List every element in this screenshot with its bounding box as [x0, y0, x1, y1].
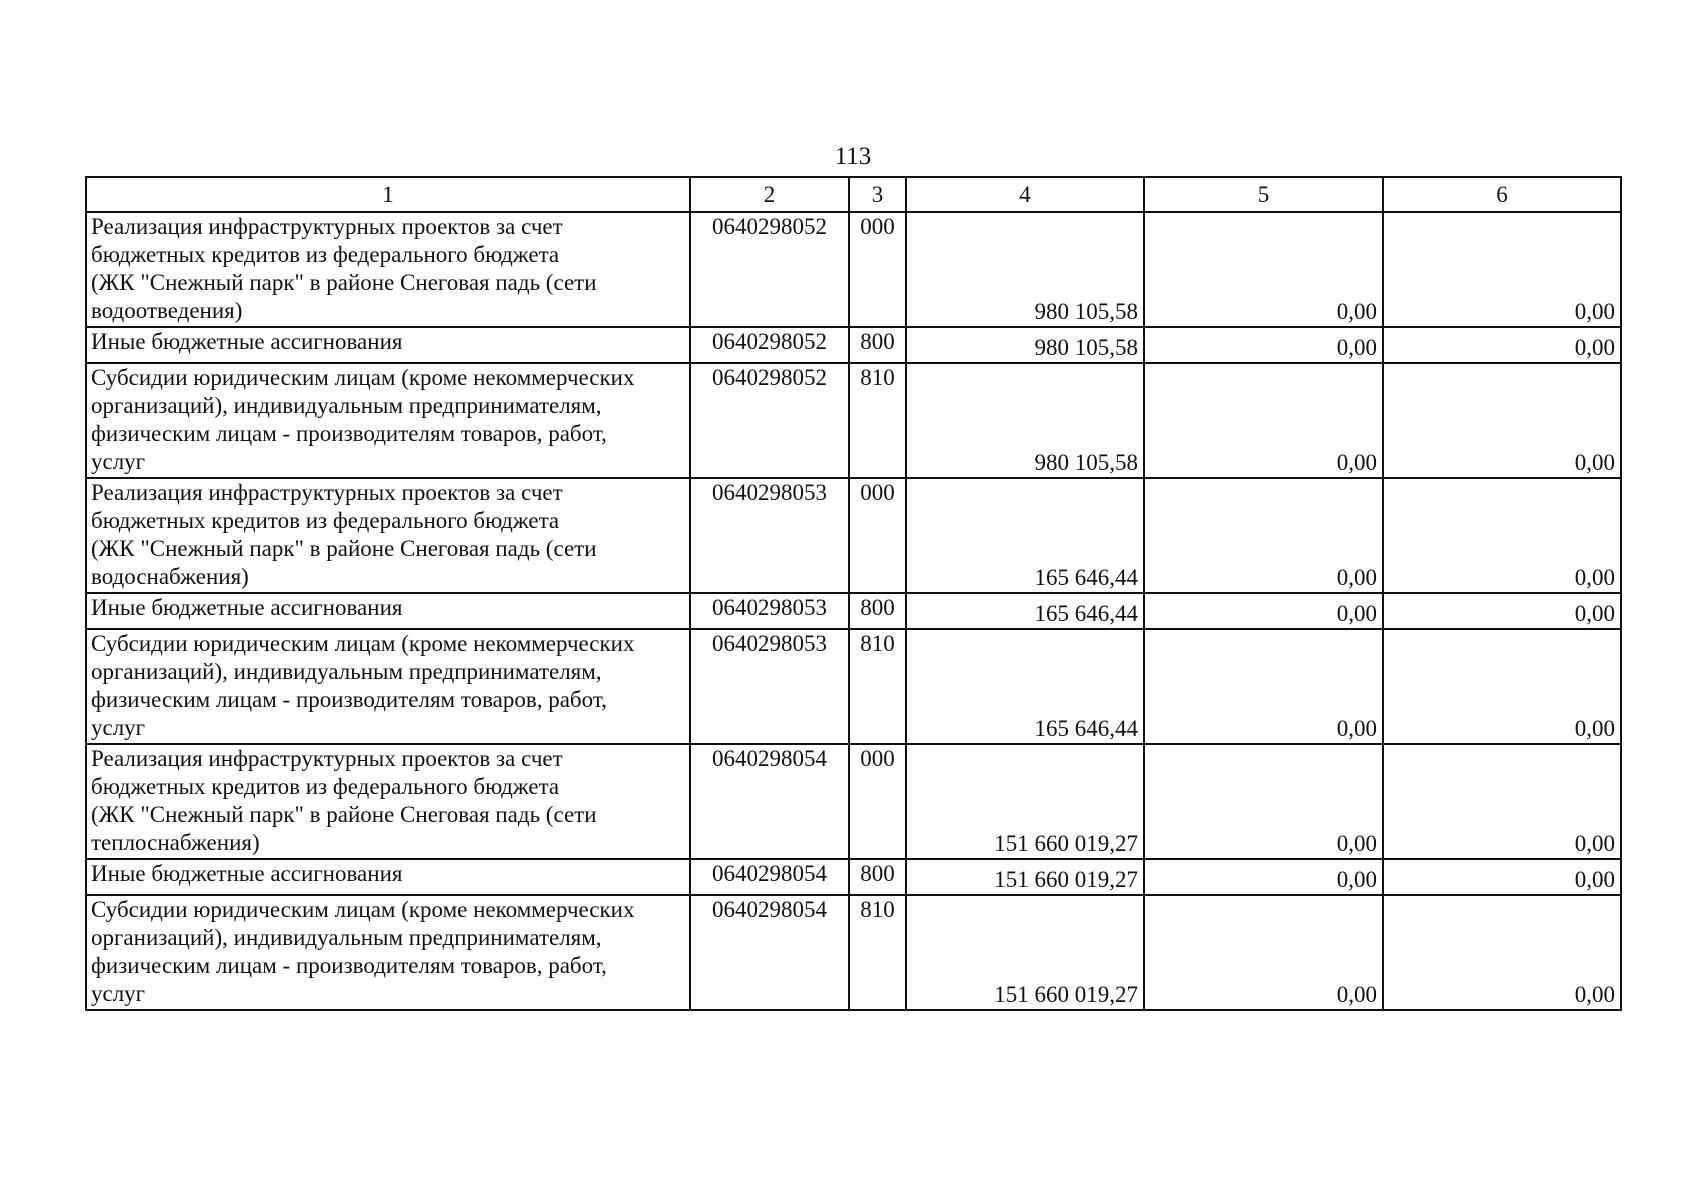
- table-row: [86, 212, 1621, 327]
- expense-type-code: 000: [849, 744, 906, 859]
- row-name-cell: [86, 859, 690, 895]
- row-name-line: водоснабжения): [91, 564, 249, 589]
- target-article-code: 0640298052: [690, 327, 849, 363]
- row-name-line: Реализация инфраструктурных проектов за счет: [91, 480, 563, 505]
- expense-type-code: 000: [849, 478, 906, 593]
- row-name-line: организаций), индивидуальным предпринимателям,: [91, 393, 602, 418]
- amount-column-4: 165 646,44: [906, 478, 1144, 593]
- row-name-line: Иные бюджетные ассигнования: [91, 861, 403, 886]
- row-name-cell: [86, 629, 690, 744]
- amount-column-5: 0,00: [1144, 478, 1383, 593]
- target-article-code: 0640298053: [690, 593, 849, 629]
- amount-column-6: 0,00: [1383, 744, 1621, 859]
- amount-column-6: 0,00: [1383, 895, 1621, 1010]
- target-article-code: 0640298054: [690, 859, 849, 895]
- table-row: [86, 859, 1621, 895]
- amount-column-5: 0,00: [1144, 593, 1383, 629]
- target-article-code: 0640298053: [690, 478, 849, 593]
- expense-type-code: 800: [849, 859, 906, 895]
- target-article-code: 0640298054: [690, 895, 849, 1010]
- table-row: [86, 478, 1621, 593]
- amount-column-4: 165 646,44: [906, 593, 1144, 629]
- row-name-line: бюджетных кредитов из федерального бюджета: [91, 242, 560, 267]
- expense-type-code: 000: [849, 212, 906, 327]
- row-name-cell: [86, 327, 690, 363]
- row-name-cell: [86, 744, 690, 859]
- table-row: [86, 895, 1621, 1010]
- amount-column-6: 0,00: [1383, 327, 1621, 363]
- amount-column-6: 0,00: [1383, 363, 1621, 478]
- row-name-line: физическим лицам - производителям товаров, работ,: [91, 421, 607, 446]
- row-name-line: (ЖК "Снежный парк" в районе Снеговая падь (сети: [91, 536, 597, 561]
- column-number-row: [86, 177, 1621, 212]
- row-name-cell: [86, 363, 690, 478]
- table-row: [86, 327, 1621, 363]
- page-number: 113: [834, 143, 872, 170]
- target-article-code: 0640298052: [690, 212, 849, 327]
- row-name-line: услуг: [91, 715, 146, 740]
- amount-column-6: 0,00: [1383, 593, 1621, 629]
- row-name-cell: [86, 478, 690, 593]
- column-header-4: 4: [906, 177, 1144, 212]
- row-name-cell: [86, 212, 690, 327]
- amount-column-4: 151 660 019,27: [906, 744, 1144, 859]
- row-name-line: бюджетных кредитов из федерального бюджета: [91, 508, 560, 533]
- row-name-line: физическим лицам - производителям товаров, работ,: [91, 953, 607, 978]
- expense-type-code: 800: [849, 327, 906, 363]
- row-name-line: организаций), индивидуальным предпринимателям,: [91, 659, 602, 684]
- amount-column-6: 0,00: [1383, 629, 1621, 744]
- amount-column-4: 165 646,44: [906, 629, 1144, 744]
- row-name-line: (ЖК "Снежный парк" в районе Снеговая падь (сети: [91, 270, 597, 295]
- row-name-line: Реализация инфраструктурных проектов за счет: [91, 214, 563, 239]
- amount-column-4: 980 105,58: [906, 327, 1144, 363]
- target-article-code: 0640298052: [690, 363, 849, 478]
- row-name-line: теплоснабжения): [91, 830, 260, 855]
- row-name-line: услуг: [91, 981, 146, 1006]
- column-header-3: 3: [849, 177, 906, 212]
- budget-table: [85, 176, 1622, 1011]
- amount-column-5: 0,00: [1144, 212, 1383, 327]
- column-header-1: 1: [86, 177, 690, 212]
- row-name-line: Иные бюджетные ассигнования: [91, 595, 403, 620]
- expense-type-code: 810: [849, 363, 906, 478]
- target-article-code: 0640298053: [690, 629, 849, 744]
- amount-column-5: 0,00: [1144, 744, 1383, 859]
- expense-type-code: 800: [849, 593, 906, 629]
- row-name-line: (ЖК "Снежный парк" в районе Снеговая падь (сети: [91, 802, 597, 827]
- table-row: [86, 363, 1621, 478]
- row-name-line: бюджетных кредитов из федерального бюджета: [91, 774, 560, 799]
- amount-column-6: 0,00: [1383, 478, 1621, 593]
- amount-column-4: 151 660 019,27: [906, 895, 1144, 1010]
- row-name-line: Субсидии юридическим лицам (кроме некоммерческих: [91, 365, 635, 390]
- budget-table-body: [86, 177, 1621, 1010]
- amount-column-6: 0,00: [1383, 212, 1621, 327]
- amount-column-5: 0,00: [1144, 629, 1383, 744]
- amount-column-5: 0,00: [1144, 895, 1383, 1010]
- row-name-line: водоотведения): [91, 298, 243, 323]
- amount-column-6: 0,00: [1383, 859, 1621, 895]
- row-name-line: Реализация инфраструктурных проектов за счет: [91, 746, 563, 771]
- column-header-5: 5: [1144, 177, 1383, 212]
- target-article-code: 0640298054: [690, 744, 849, 859]
- row-name-line: Субсидии юридическим лицам (кроме некоммерческих: [91, 631, 635, 656]
- row-name-line: организаций), индивидуальным предпринимателям,: [91, 925, 602, 950]
- amount-column-4: 980 105,58: [906, 212, 1144, 327]
- expense-type-code: 810: [849, 895, 906, 1010]
- column-header-2: 2: [690, 177, 849, 212]
- amount-column-4: 151 660 019,27: [906, 859, 1144, 895]
- amount-column-4: 980 105,58: [906, 363, 1144, 478]
- amount-column-5: 0,00: [1144, 859, 1383, 895]
- row-name-line: Иные бюджетные ассигнования: [91, 329, 403, 354]
- table-row: [86, 629, 1621, 744]
- column-header-6: 6: [1383, 177, 1621, 212]
- row-name-line: физическим лицам - производителям товаров, работ,: [91, 687, 607, 712]
- amount-column-5: 0,00: [1144, 363, 1383, 478]
- row-name-cell: [86, 593, 690, 629]
- table-row: [86, 593, 1621, 629]
- table-row: [86, 744, 1621, 859]
- expense-type-code: 810: [849, 629, 906, 744]
- row-name-line: Субсидии юридическим лицам (кроме некоммерческих: [91, 897, 635, 922]
- amount-column-5: 0,00: [1144, 327, 1383, 363]
- row-name-line: услуг: [91, 449, 146, 474]
- row-name-cell: [86, 895, 690, 1010]
